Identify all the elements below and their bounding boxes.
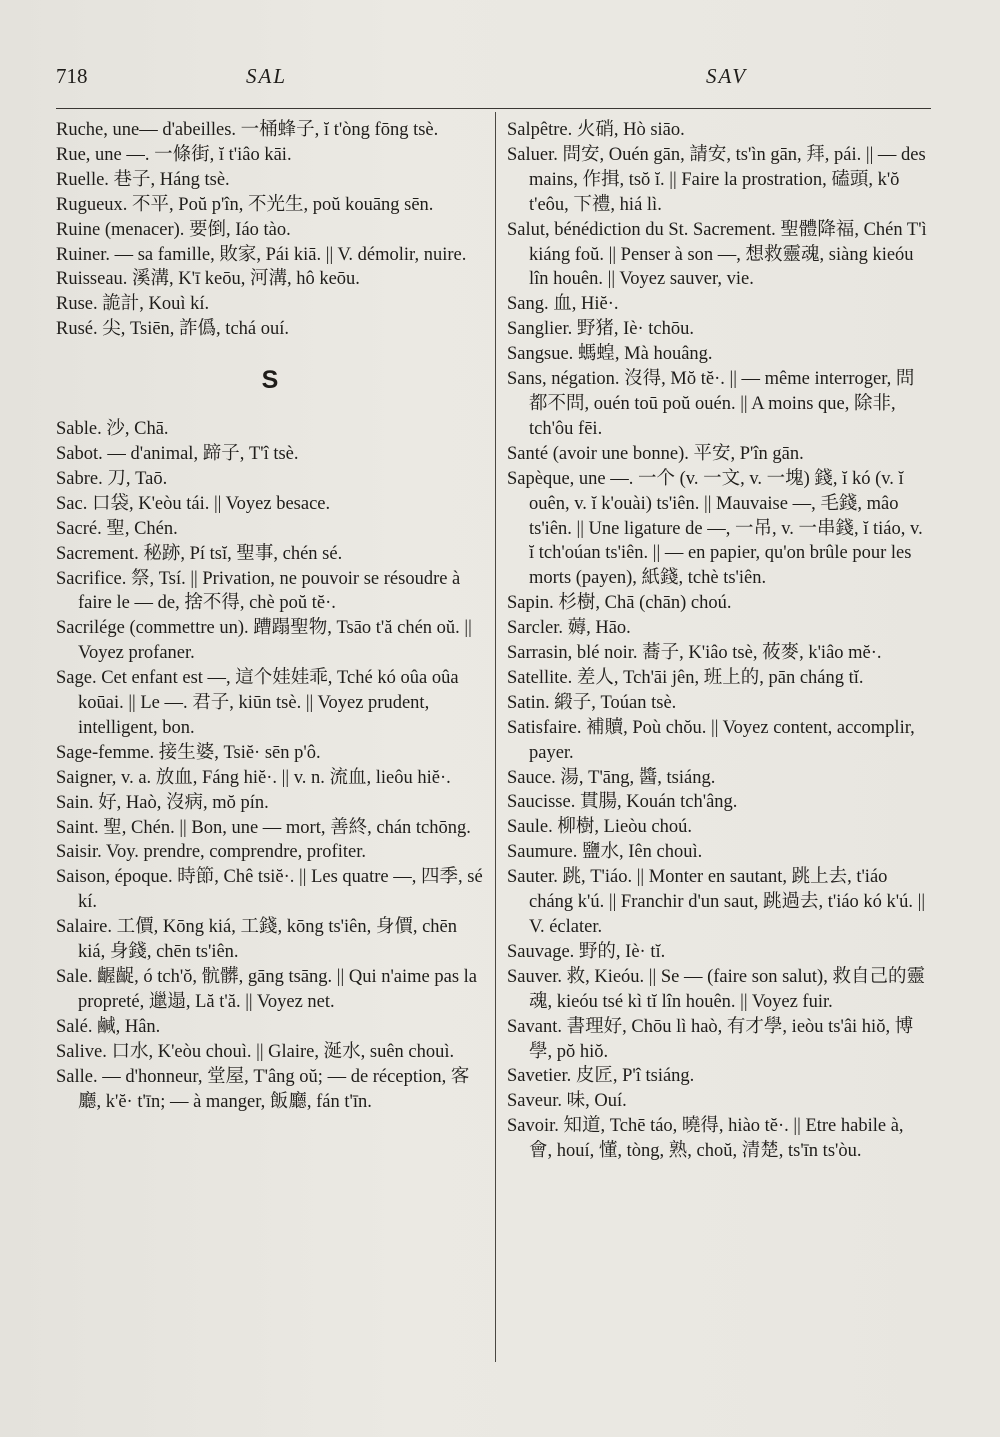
dictionary-entry: Sale. 齷齪, ó tch'ŏ, 骯髒, gāng tsāng. || Qui n'aime pas la propreté, 邋遢, Lă t'ă. || Voyez net. [56,967,478,1012]
dictionary-entry: Sarcler. 薅, Hāo. [507,618,631,639]
column-divider [495,112,496,1362]
dictionary-entry: Rusé. 尖, Tsiēn, 詐僞, tchá ouí. [56,319,290,340]
dictionary-entry: Sauvage. 野的, Iè· tĭ. [507,941,666,962]
dictionary-entry: Saison, époque. 時節, Chê tsiĕ·. || Les quatre —, 四季, sé kí. [56,867,483,913]
right-column [507,118,931,1164]
dictionary-entry: Ruelle. 巷子, Háng tsè. [56,169,230,190]
dictionary-entry: Ruine (menacer). 要倒, Iáo tào. [56,219,291,240]
dictionary-entry: Sacrifice. 祭, Tsí. || Privation, ne pouvoir se résoudre à faire le — de, 捨不得, chè poŭ tĕ·. [56,568,461,614]
dictionary-entry: Satisfaire. 補贖, Poù chŏu. || Voyez content, accomplir, payer. [507,717,915,763]
dictionary-entry: Sauter. 跳, T'iáo. || Monter en sautant, 跳上去, t'iáo cháng k'ú. || Franchir d'un saut, 跳過去, t'iáo kó k'ú. || V. éclater. [507,867,926,937]
dictionary-entry: Sang. 血, Hiĕ·. [507,294,619,315]
dictionary-entry: Sapin. 杉樹, Chā (chān) choú. [507,593,732,614]
dictionary-entry: Sage-femme. 接生婆, Tsiĕ· sēn p'ô. [56,742,321,763]
dictionary-entry: Sacrement. 秘跡, Pí tsĭ, 聖事, chén sé. [56,543,343,564]
dictionary-entry: Sacré. 聖, Chén. [56,518,178,539]
dictionary-entry: Sanglier. 野猪, Iè· tchōu. [507,319,695,340]
dictionary-entry: Saumure. 鹽水, Iên chouì. [507,842,703,863]
dictionary-entry: Saluer. 問安, Ouén gān, 請安, ts'ìn gān, 拜, pái. || — des mains, 作揖, tsŏ ĭ. || Faire la prostration, 磕頭, k'ŏ t'eôu, 下禮, hiá lì. [507,144,926,215]
dictionary-entry: Salpêtre. 火硝, Hò siāo. [507,120,685,140]
dictionary-entry: Sabot. — d'animal, 蹄子, T'î tsè. [56,443,299,464]
dictionary-entry: Salle. — d'honneur, 堂屋, T'âng oŭ; — de réception, 客廳, k'ĕ· t'īn; — à manger, 飯廳, fán t'īn. [56,1066,470,1112]
left-running-head: SAL [246,64,288,88]
dictionary-entry: Saigner, v. a. 放血, Fáng hiĕ·. || v. n. 流血, lieôu hiĕ·. [56,767,451,788]
dictionary-entry: Satin. 緞子, Toúan tsè. [507,692,677,713]
dictionary-entry: Rue, une —. 一條街, ĭ t'iâo kāi. [56,144,292,165]
left-entries-r [56,118,484,342]
right-entries [507,118,931,1164]
dictionary-entry: Sain. 好, Haò, 沒病, mŏ pín. [56,792,269,813]
left-column [56,118,484,1114]
dictionary-entry: Salé. 鹹, Hân. [56,1016,161,1037]
dictionary-entry: Saint. 聖, Chén. || Bon, une — mort, 善終, chán tchōng. [56,817,471,838]
page-number: 718 [56,64,88,88]
dictionary-entry: Ruse. 詭計, Kouì kí. [56,294,210,315]
dictionary-entry: Sage. Cet enfant est —, 這个娃娃乖, Tché kó oûa oûa koūai. || Le —. 君子, kiūn tsè. || Voyez prudent, intelligent, bon. [56,668,459,738]
dictionary-entry: Sac. 口袋, K'eòu tái. || Voyez besace. [56,493,331,514]
dictionary-entry: Salut, bénédiction du St. Sacrement. 聖體降福, Chén T'ì kiáng foŭ. || Penser à son —, 想救靈魂, siàng kieóu lîn houên. || Voyez sauver, vie. [507,219,927,290]
dictionary-entry: Sacrilége (commettre un). 蹧蹋聖物, Tsāo t'ă chén oŭ. || Voyez profaner. [56,618,472,664]
running-header [56,64,930,94]
dictionary-entry: Santé (avoir une bonne). 平安, P'în gān. [507,443,804,464]
dictionary-entry: Sans, négation. 沒得, Mŏ tĕ·. || — même interroger, 問都不問, ouén toū poŭ ouén. || A moins que, 除非, tch'ôu fēi. [507,369,915,439]
dictionary-entry: Ruche, une— d'abeilles. 一桶蜂子, ĭ t'òng fōng tsè. [56,120,439,140]
dictionary-entry: Rugueux. 不平, Poŭ p'în, 不光生, poŭ kouāng sēn. [56,194,434,215]
dictionary-entry: Savoir. 知道, Tchē táo, 曉得, hiào tĕ·. || Etre habile à, 會, houí, 懂, tòng, 熟, choŭ, 清楚, ts'īn ts'òu. [507,1116,904,1162]
dictionary-entry: Saveur. 味, Ouí. [507,1091,627,1112]
dictionary-entry: Saule. 柳樹, Lieòu choú. [507,817,692,838]
dictionary-entry: Savant. 書理好, Chōu lì haò, 有才學, ieòu ts'âi hiŏ, 博學, pŏ hiŏ. [507,1016,914,1062]
dictionary-entry: Sauver. 救, Kieóu. || Se — (faire son salut), 救自己的靈魂, kieóu tsé kì tĭ lîn houên. || Voyez fuir. [507,966,925,1012]
dictionary-entry: Savetier. 皮匠, P'î tsiáng. [507,1066,695,1087]
dictionary-entry: Sapèque, une —. 一个 (v. 一文, v. 一塊) 錢, ĭ kó (v. ĭ ouên, v. ĭ k'ouài) ts'iên. || Mauvaise —, 毛錢, mâo ts'iên. || Une ligature de —, 一吊, v. 一串錢, ĭ tiáo, v. ĭ tch'oúan ts'iên. || — en papier, qu'on brûle pour les morts (payen), 紙錢, tchè ts'iên. [507,468,923,589]
section-letter: S [261,366,279,395]
left-entries-s [56,417,484,1114]
dictionary-entry: Saisir. Voy. prendre, comprendre, profiter. [56,842,366,863]
dictionary-entry: Ruiner. — sa famille, 敗家, Pái kiā. || V. démolir, nuire. [56,244,467,265]
dictionary-entry: Salive. 口水, K'eòu chouì. || Glaire, 涎水, suên chouì. [56,1041,455,1062]
dictionary-entry: Sable. 沙, Chā. [56,419,169,440]
dictionary-entry: Sabre. 刀, Taō. [56,468,168,489]
dictionary-entry: Sarrasin, blé noir. 蕎子, K'iâo tsè, 莜麥, k'iâo mĕ·. [507,643,882,664]
dictionary-entry: Sauce. 湯, T'āng, 醬, tsiáng. [507,767,716,788]
dictionary-entry: Sangsue. 螞蝗, Mà houâng. [507,344,713,365]
dictionary-entry: Satellite. 差人, Tch'āi jên, 班上的, pān cháng tĭ. [507,667,864,688]
header-rule [56,108,931,109]
dictionary-entry: Salaire. 工價, Kōng kiá, 工錢, kōng ts'iên, 身價, chēn kiá, 身錢, chēn ts'iên. [56,917,458,963]
dictionary-entry: Saucisse. 貫腸, Kouán tch'âng. [507,792,738,813]
dictionary-entry: Ruisseau. 溪溝, K'ī keōu, 河溝, hô keōu. [56,269,360,290]
right-running-head: SAV [706,64,748,88]
